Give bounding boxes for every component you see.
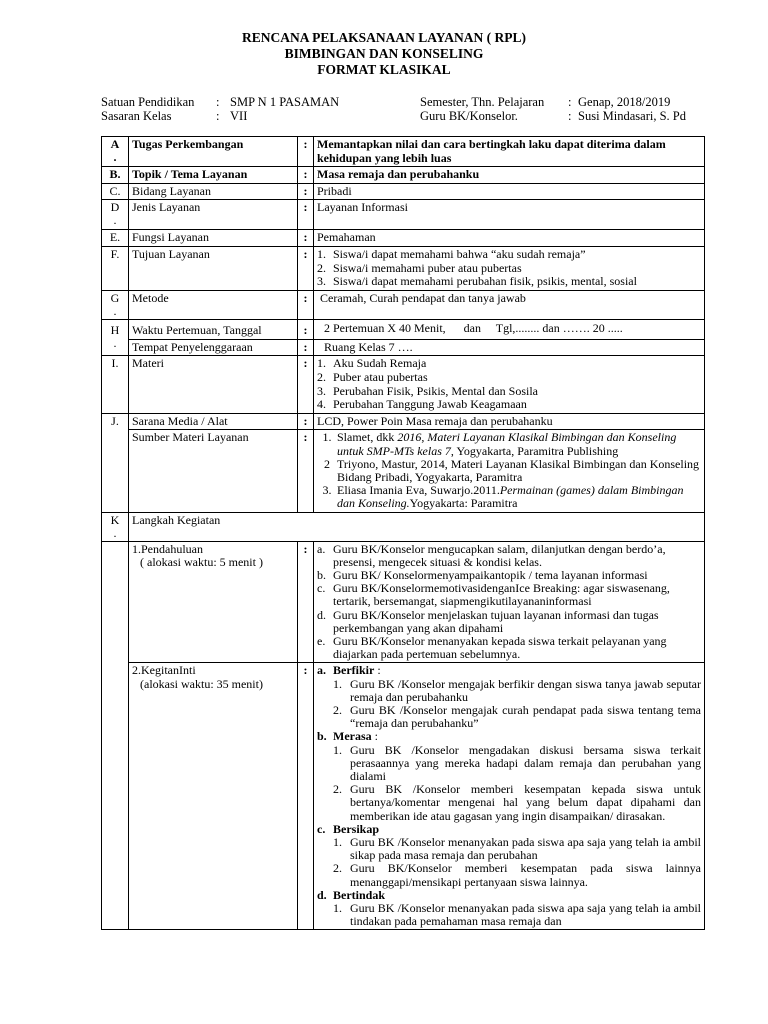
document-title [0, 30, 768, 78]
row-b-value: Masa remaja dan perubahanku [314, 167, 705, 184]
row-k-pendahuluan: 1.Pendahuluan ( alokasi waktu: 5 menit ) : a. Guru BK/Konselor mengucapkan salam, dilanjutkan dengan berdo’a, presensi, mengecek situasi & kondisi kelas. b. Guru BK/ Konselormenyampaikantopik / tema layanan informasi c. Guru BK/KonselormemotivasidenganIce Breaking: agar siswasenang, tertarik, bersemangat, siapmengikutilayananinformasi d. Guru BK/Konselor menjelaskan tujuan layanan informasi dan tugas perkembangan yang akan dipahami e. Guru BK/Konselor menanyakan kepada siswa terkait pelayanan yang diajarkan pada pertemuan sebelumnya. [102, 541, 705, 663]
row-c-code: C. [102, 183, 129, 200]
inti-steps [314, 663, 705, 930]
row-h-tempat: Tempat Penyelenggaraan : Ruang Kelas 7 …. [102, 339, 705, 356]
row-j: J. Sarana Media / Alat : LCD, Power Poin Masa remaja dan perubahanku [102, 413, 705, 430]
row-f-label: Tujuan Layanan [129, 246, 298, 290]
row-g-value: Ceramah, Curah pendapat dan tanya jawab [314, 290, 705, 319]
guru-value: Susi Mindasari, S. Pd [578, 108, 687, 123]
pend-item: d. Guru BK/Konselor menjelaskan tujuan layanan informasi dan tugas perkembangan yang akan dipahami [317, 607, 659, 635]
row-e-label: Fungsi Layanan [129, 230, 298, 247]
source-item: 2 Triyono, Mastur, 2014, Materi Layanan Klasikal Bimbingan dan Konseling Bidang Pribadi, Yogyakarta, Paramitra [324, 456, 700, 484]
materi-item: 4. Perubahan Tanggung Jawab Keagamaan [317, 397, 527, 412]
inti-group: d. Bertindak [317, 887, 386, 902]
pend-item: e. Guru BK/Konselor menanyakan kepada siswa terkait pelayanan yang diajarkan pada pertemuan sebelumnya. [317, 633, 667, 662]
inti-label: 2.KegitanInti [132, 663, 196, 678]
row-h-label2: Tempat Penyelenggaraan [129, 339, 298, 356]
inti-item: 1. Guru BK /Konselor mengajak berfikir dengan siswa tanya jawab seputar remaja dan perubahanku [333, 676, 701, 704]
row-h-value: 2 Pertemuan X 40 Menit, dan Tgl,........ dan ……. 20 ..... [314, 319, 705, 339]
row-g: G . Metode : Ceramah, Curah pendapat dan tanya jawab [102, 290, 705, 319]
pend-item: b. Guru BK/ Konselormenyampaikantopik / tema layanan informasi [317, 567, 648, 582]
title-line-2: BIMBINGAN DAN KONSELING [284, 46, 484, 61]
row-k [102, 512, 705, 541]
semester-value: Genap, 2018/2019 [578, 95, 671, 109]
guru-label: Guru BK/Konselor. [420, 108, 518, 123]
row-e-code: E. [102, 230, 129, 247]
row-h: H . Waktu Pertemuan, Tanggal : 2 Pertemuan X 40 Menit, dan Tgl,........ dan ……. 20 ..... [102, 319, 705, 339]
inti-group: a. Berfikir : [317, 663, 381, 678]
inti-item: 1. Guru BK /Konselor menanyakan pada siswa apa saja yang telah ia ambil sikap pada masa remaja dan perubahan [333, 835, 701, 863]
row-j-value: LCD, Power Poin Masa remaja dan perubahanku [314, 413, 705, 430]
inti-time: (alokasi waktu: 35 menit) [140, 676, 263, 691]
row-i-label: Materi [129, 356, 298, 413]
row-e: E. Fungsi Layanan : Pemahaman [102, 230, 705, 247]
tujuan-item: 3. Siswa/i dapat memahami perubahan fisik, psikis, mental, sosial [317, 274, 637, 289]
row-j-sources [314, 430, 705, 512]
rpl-table [101, 136, 705, 930]
row-h-value2: Ruang Kelas 7 …. [314, 339, 705, 356]
row-b-code: B. [102, 167, 129, 184]
row-k-inti: 2.KegitanInti (alokasi waktu: 35 menit) : a. Berfikir : 1. Guru BK /Konselor mengajak berfikir dengan siswa tanya jawab seputar remaja dan perubahanku 2. Guru BK /Konselor mengajak curah pendapat pada siswa tentang tema “remaja dan perubahanku” b. Merasa : 1. Guru BK /Konselor mengadakan diskusi bersama siswa terkait perasaannya yang mereka hadapi dalam remaja dan perubahan yang dialami 2. Guru BK /Konselor memberi kesempatan kepada siswa untuk bertanya/komentar mengenai hal yang belum dapat dipahami dan memberikan ide atau gagasan yang ingin disampaikan/ dirasakan. c. Bersikap 1. Guru BK /Konselor menanyakan pada siswa apa saja yang telah ia ambil sikap pada masa remaja dan perubahan 2. Guru BK/Konselor memberi kesempatan pada siswa lainnya menanggapi/mensikapi pertanyaan siswa lainnya. d. Bertindak 1. Guru BK /Konselor menanyakan pada siswa apa saja yang telah ia ambil tindakan pada pemahaman masa remaja dan [102, 663, 705, 930]
materi-item: 3. Perubahan Fisik, Psikis, Mental dan Sosila [317, 383, 538, 398]
row-g-code: G . [102, 290, 129, 319]
sasaran-value: VII [230, 108, 248, 123]
title-line-3: FORMAT KLASIKAL [317, 62, 451, 77]
row-a-value: Memantapkan nilai dan cara bertingkah laku dapat diterima dalam kehidupan yang lebih luas [314, 137, 705, 167]
inti-item: 2. Guru BK /Konselor memberi kesempatan kepada siswa untuk bertanya/komentar mengenai hal yang belum dapat dipahami dan memberikan ide atau gagasan yang ingin disampaikan/ dirasakan. [333, 782, 701, 823]
meta-satuan: Satuan Pendidikan : SMP N 1 PASAMAN [101, 95, 340, 109]
row-d-code: D . [102, 200, 129, 230]
inti-item: 1. Guru BK /Konselor menanyakan pada siswa apa saja yang telah ia ambil tindakan pada pemahaman masa remaja dan [333, 901, 701, 929]
row-b: B. Topik / Tema Layanan : Masa remaja dan perubahanku [102, 167, 705, 184]
inti-cell [129, 663, 298, 930]
row-a-label: Tugas Perkembangan [129, 137, 298, 167]
row-e-value: Pemahaman [314, 230, 705, 247]
row-h-label: Waktu Pertemuan, Tanggal [129, 319, 298, 339]
pend-item: a. Guru BK/Konselor mengucapkan salam, dilanjutkan dengan berdo’a, presensi, mengecek situasi & kondisi kelas. [317, 541, 666, 569]
pendahuluan-time: ( alokasi waktu: 5 menit ) [140, 555, 263, 570]
inti-group: b. Merasa : [317, 729, 378, 744]
inti-group: c. Bersikap [317, 821, 380, 836]
tujuan-item: 1. Siswa/i dapat memahami bahwa “aku sudah remaja” [317, 246, 586, 261]
inti-item: 2. Guru BK /Konselor mengajak curah pendapat pada siswa tentang tema “remaja dan perubahanku” [333, 702, 701, 731]
row-i-code: I. [102, 356, 129, 413]
row-j-label: Sarana Media / Alat [129, 413, 298, 430]
row-d: D . Jenis Layanan : Layanan Informasi [102, 200, 705, 230]
row-a: A . Tugas Perkembangan : Memantapkan nilai dan cara bertingkah laku dapat diterima dalam kehidupan yang lebih luas [102, 137, 705, 167]
meta-semester: Semester, Thn. Pelajaran : Genap, 2018/2019 [420, 95, 671, 109]
row-f-code: F. [102, 246, 129, 290]
row-g-label: Metode [129, 290, 298, 319]
pend-item: c. Guru BK/KonselormemotivasidenganIce Breaking: agar siswasenang, tertarik, bersemangat, siapmengikutilayananinformasi [317, 581, 670, 609]
row-i: I. Materi : 1. Aku Sudah Remaja 2. Puber atau pubertas 3. Perubahan Fisik, Psikis, Mental dan Sosila 4. Perubahan Tanggung Jawab Keagamaan [102, 356, 705, 413]
inti-item: 2. Guru BK/Konselor memberi kesempatan pada siswa lainnya menanggapi/mensikapi pertanyaan siswa lainnya. [333, 861, 701, 889]
meta-right [420, 96, 686, 123]
title-line-1: RENCANA PELAKSANAAN LAYANAN ( RPL) [241, 30, 527, 45]
row-f: F. Tujuan Layanan : 1. Siswa/i dapat memahami bahwa “aku sudah remaja” 2. Siswa/i memahami puber atau pubertas 3. Siswa/i dapat memahami perubahan fisik, psikis, mental, sosial [102, 246, 705, 290]
row-c: C. Bidang Layanan : Pribadi [102, 183, 705, 200]
row-k-label: Langkah Kegiatan [129, 512, 705, 541]
meta-sasaran: Sasaran Kelas : VII [101, 108, 248, 123]
materi-item: 2. Puber atau pubertas [317, 369, 428, 384]
row-i-value [314, 356, 705, 413]
inti-item: 1. Guru BK /Konselor mengadakan diskusi bersama siswa terkait perasaannya yang mereka hadapi dalam remaja dan perubahan yang dialami [333, 742, 701, 783]
pendahuluan-label: 1.Pendahuluan [132, 541, 203, 556]
pendahuluan-cell [129, 541, 298, 663]
tujuan-item: 2. Siswa/i memahami puber atau pubertas [317, 260, 522, 275]
sasaran-label: Sasaran Kelas [101, 108, 172, 123]
row-j-code: J. [102, 413, 129, 512]
row-d-value: Layanan Informasi [314, 200, 705, 230]
source-item: 3. Eliasa Imania Eva, Suwarjo.2011.Permainan (games) dalam Bimbingan dan Konseling.Yogyakarta: Paramitra [322, 483, 684, 511]
row-j-label2: Sumber Materi Layanan [129, 430, 298, 512]
materi-item: 1. Aku Sudah Remaja [317, 356, 427, 371]
semester-label: Semester, Thn. Pelajaran [420, 95, 545, 109]
row-k-code: K . [102, 512, 129, 541]
meta-left [101, 96, 339, 123]
row-a-code: A . [102, 137, 129, 167]
meta-guru: Guru BK/Konselor. : Susi Mindasari, S. Pd [420, 108, 687, 123]
source-item: 1. Slamet, dkk 2016, Materi Layanan Klasikal Bimbingan dan Konseling untuk SMP-MTs kelas 7, Yogyakarta, Paramitra Publishing [322, 430, 677, 458]
row-c-label: Bidang Layanan [129, 183, 298, 200]
row-c-value: Pribadi [314, 183, 705, 200]
row-b-label: Topik / Tema Layanan [129, 167, 298, 184]
row-j-sumber: Sumber Materi Layanan : 1. Slamet, dkk 2016, Materi Layanan Klasikal Bimbingan dan Konseling untuk SMP-MTs kelas 7, Yogyakarta, Paramitra Publishing 2 Triyono, Mastur, 2014, Materi Layanan Klasikal Bimbingan dan Konseling Bidang Pribadi, Yogyakarta, Paramitra 3. Eliasa Imania Eva, Suwarjo.2011.Permainan (games) dalam Bimbingan dan Konseling.Yogyakarta: Paramitra [102, 430, 705, 512]
satuan-value: SMP N 1 PASAMAN [230, 95, 340, 109]
row-f-value [314, 246, 705, 290]
pendahuluan-steps [314, 541, 705, 663]
satuan-label: Satuan Pendidikan [101, 95, 195, 109]
row-h-code: H . [102, 319, 129, 356]
row-d-label: Jenis Layanan [129, 200, 298, 230]
